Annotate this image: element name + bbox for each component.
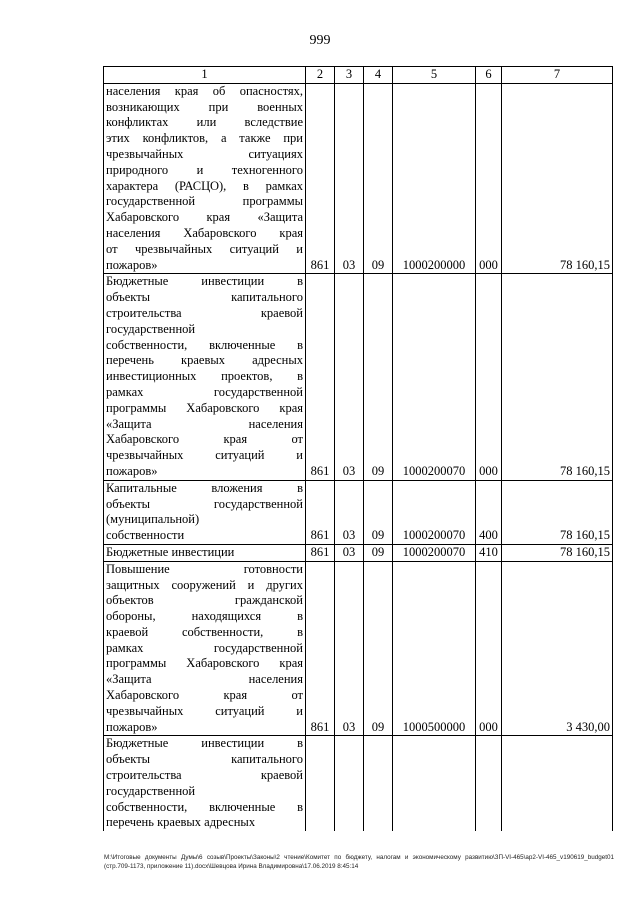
name-line: программы Хабаровского края [106, 400, 303, 415]
grbs-cell [306, 736, 335, 831]
subsection-cell: 09 [364, 83, 393, 274]
table-row [104, 736, 613, 831]
name-line: перечень краевых адресных [106, 815, 256, 830]
grbs-cell: 861 [306, 274, 335, 480]
grbs-cell: 861 [306, 480, 335, 544]
name-line: программы Хабаровского края [106, 656, 303, 671]
name-line: Хабаровского края от [106, 688, 303, 703]
budget-table [103, 66, 613, 831]
name-line: рамках государственной [106, 640, 303, 655]
table-row [104, 480, 613, 544]
name-line: государственной [106, 783, 196, 798]
name-line: (муниципальной) [106, 512, 200, 527]
target-article-cell: 1000200070 [393, 480, 476, 544]
name-line: «Защита населения [106, 416, 303, 431]
expense-type-cell: 410 [476, 544, 502, 561]
name-line: Бюджетные инвестиции [106, 544, 235, 559]
name-line: пожаров» [106, 257, 158, 272]
name-line: Бюджетные инвестиции в [106, 274, 303, 289]
name-line: пожаров» [106, 463, 158, 478]
amount-cell: 78 160,15 [502, 480, 613, 544]
header-cell: 3 [335, 67, 364, 84]
name-line: от чрезвычайных ситуаций и [106, 241, 303, 256]
name-line: населения Хабаровского края [106, 225, 303, 240]
name-line: чрезвычайных ситуаций и [106, 448, 303, 463]
name-line: объектов гражданской [106, 593, 303, 608]
target-article-cell: 1000200070 [393, 274, 476, 480]
name-line: населения края об опасностях, [106, 83, 303, 98]
grbs-cell: 861 [306, 83, 335, 274]
section-cell: 03 [335, 544, 364, 561]
name-line: Бюджетные инвестиции в [106, 736, 303, 751]
name-line: пожаров» [106, 719, 158, 734]
name-line: обороны, находящихся в [106, 609, 303, 624]
name-line: объекты капитального [106, 290, 303, 305]
header-cell: 6 [476, 67, 502, 84]
name-line: защитных сооружений и других [106, 577, 303, 592]
name-line: чрезвычайных ситуациях [106, 146, 303, 161]
amount-cell [502, 736, 613, 831]
expense-type-cell: 000 [476, 561, 502, 736]
name-line: государственной [106, 321, 196, 336]
name-line: объекты капитального [106, 752, 303, 767]
row-name-cell [104, 736, 306, 831]
name-line: чрезвычайных ситуаций и [106, 703, 303, 718]
grbs-cell: 861 [306, 561, 335, 736]
row-name-cell [104, 83, 306, 274]
subsection-cell: 09 [364, 480, 393, 544]
row-name-cell [104, 544, 306, 561]
name-line: Хабаровского края «Защита [106, 210, 303, 225]
header-cell: 4 [364, 67, 393, 84]
name-line: строительства краевой [106, 768, 303, 783]
file-path-footer: M:\Итоговые документы Думы\6 созыв\Проекты\Законы\2 чтение\Комитет по бюджету, налогам и экономическому развитию\ЗП-VI-465\ар2-VI-465_v190619_budget01 (стр.709-1173, приложение 11).docx\Шевцова Ирина Владимировна\17.06.2019 8:45:14 [104, 854, 614, 870]
subsection-cell: 09 [364, 274, 393, 480]
name-line: Повышение готовности [106, 561, 303, 576]
amount-cell: 78 160,15 [502, 83, 613, 274]
row-name-cell [104, 561, 306, 736]
header-cell: 2 [306, 67, 335, 84]
amount-cell: 78 160,15 [502, 544, 613, 561]
name-line: этих конфликтов, а также при [106, 131, 303, 146]
name-line: краевой собственности, в [106, 624, 303, 639]
name-line: объекты государственной [106, 496, 303, 511]
subsection-cell: 09 [364, 561, 393, 736]
expense-type-cell: 000 [476, 274, 502, 480]
name-line: Хабаровского края от [106, 432, 303, 447]
section-cell: 03 [335, 83, 364, 274]
table-row [104, 561, 613, 736]
target-article-cell: 1000200070 [393, 544, 476, 561]
header-row [104, 67, 613, 84]
row-name-cell [104, 274, 306, 480]
table-row [104, 83, 613, 274]
name-line: «Защита населения [106, 672, 303, 687]
expense-type-cell [476, 736, 502, 831]
section-cell: 03 [335, 561, 364, 736]
amount-cell: 78 160,15 [502, 274, 613, 480]
expense-type-cell: 400 [476, 480, 502, 544]
name-line: рамках государственной [106, 384, 303, 399]
name-line: конфликтах или вследствие [106, 115, 303, 130]
section-cell: 03 [335, 480, 364, 544]
amount-cell: 3 430,00 [502, 561, 613, 736]
subsection-cell: 09 [364, 544, 393, 561]
page-number: 999 [309, 33, 331, 48]
name-line: характера (РАСЦО), в рамках [106, 178, 303, 193]
name-line: перечень краевых адресных [106, 353, 303, 368]
name-line: инвестиционных проектов, в [106, 369, 303, 384]
name-line: собственности, включенные в [106, 337, 303, 352]
name-line: природного и техногенного [106, 162, 303, 177]
section-cell [335, 736, 364, 831]
target-article-cell: 1000500000 [393, 561, 476, 736]
subsection-cell [364, 736, 393, 831]
target-article-cell [393, 736, 476, 831]
table-row [104, 274, 613, 480]
name-line: Капитальные вложения в [106, 480, 303, 495]
target-article-cell: 1000200000 [393, 83, 476, 274]
section-cell: 03 [335, 274, 364, 480]
name-line: собственности [106, 528, 185, 543]
header-cell: 7 [502, 67, 613, 84]
name-line: возникающих при военных [106, 99, 303, 114]
expense-type-cell: 000 [476, 83, 502, 274]
header-cell: 1 [104, 67, 306, 84]
name-line: строительства краевой [106, 305, 303, 320]
name-line: собственности, включенные в [106, 799, 303, 814]
name-line: государственной программы [106, 194, 303, 209]
header-cell: 5 [393, 67, 476, 84]
grbs-cell: 861 [306, 544, 335, 561]
table-row [104, 544, 613, 561]
row-name-cell [104, 480, 306, 544]
